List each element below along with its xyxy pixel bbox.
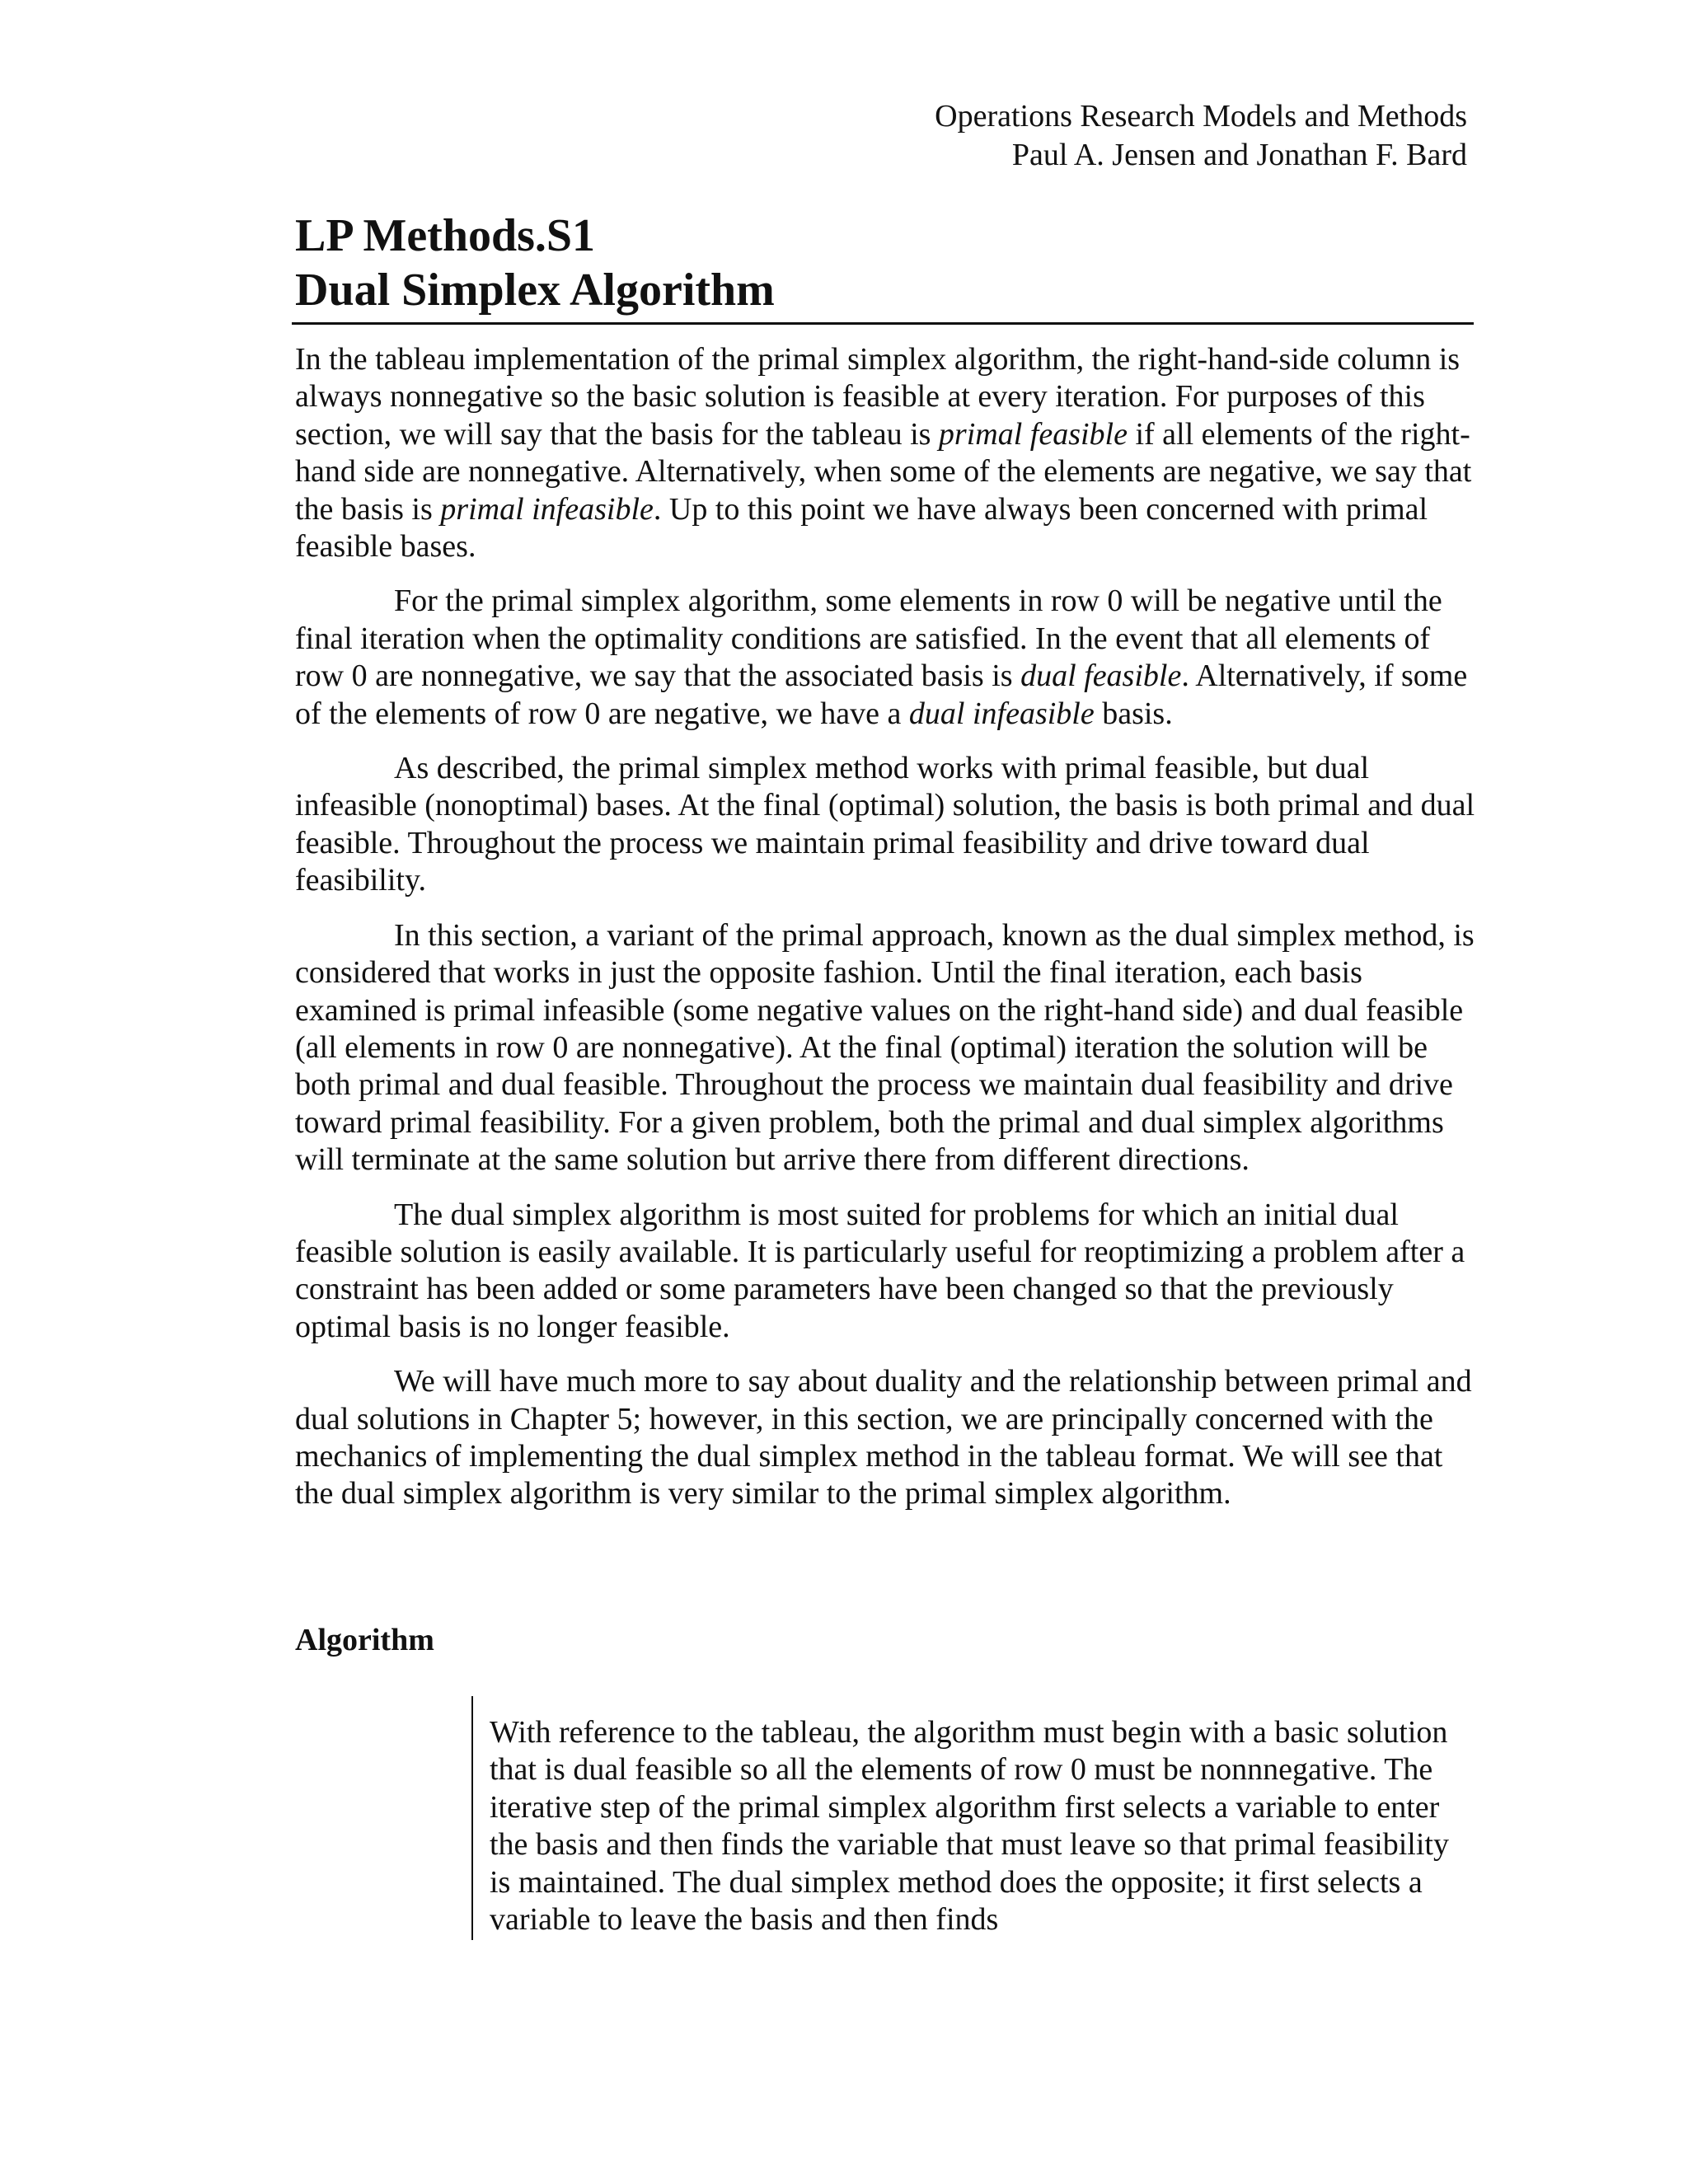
paragraph-2 xyxy=(295,583,1475,733)
paragraph-1 xyxy=(295,341,1475,565)
term-dual-feasible: dual feasible xyxy=(1020,658,1182,694)
paragraph-1-text-a: In the tableau implementation of the primal simplex algorithm, the right-hand-side column is always nonnegative so the basic solution is feasible at every iteration. For purposes of this section, we will say that the basis for the tableau is xyxy=(295,342,1461,452)
page-header xyxy=(935,97,1467,175)
term-primal-feasible: primal feasible xyxy=(938,416,1128,452)
paragraph-1-text-b: if all elements of the right-hand side are nonnegative. Alternatively, when some of the elements are negative, we say that the basis is xyxy=(295,416,1472,527)
paragraph-1-text-c: . Up to this point we have always been concerned with primal feasible bases. xyxy=(295,491,1428,565)
algorithm-margin-rule xyxy=(471,1696,473,1940)
section-title xyxy=(295,209,1474,317)
body-text xyxy=(295,341,1475,1530)
paragraph-2-text-b: . Alternatively, if some of the elements of row 0 are negative, we have a xyxy=(295,658,1468,731)
paragraph-2-text-a: For the primal simplex algorithm, some elements in row 0 will be negative until the final iteration when the optimality conditions are satisfied. In the event that all elements of row 0 are nonnegative, we say that the associated basis is xyxy=(295,583,1442,694)
term-dual-infeasible: dual infeasible xyxy=(908,696,1095,731)
paragraph-6: We will have much more to say about duality and the relationship between primal and dual solutions in Chapter 5; however, in this section, we are principally concerned with the mechanics of implementing the dual simplex method in the tableau format. We will see that the dual simplex algorithm is very similar to the primal simplex algorithm. xyxy=(295,1364,1472,1511)
paragraph-2-text-c: basis. xyxy=(1094,696,1173,731)
paragraph-3: As described, the primal simplex method works with primal feasible, but dual infeasible (nonoptimal) bases. At the final (optimal) solution, the basis is both primal and dual feasible. Throughout the process we maintain primal feasibility and drive toward dual feasibility. xyxy=(295,751,1475,898)
section-title-line-2: Dual Simplex Algorithm xyxy=(295,265,775,316)
algorithm-heading: Algorithm xyxy=(295,1623,434,1657)
algorithm-text: With reference to the tableau, the algorithm must begin with a basic solution that is dual feasible so all the elements of row 0 must be nonnnegative. The iterative step of the primal simplex algorithm first selects a variable to enter the basis and then finds the variable that must leave so that primal feasibility is maintained. The dual simplex method does the opposite; it first selects a variable to leave the basis and then finds xyxy=(490,1715,1449,1938)
term-primal-infeasible: primal infeasible xyxy=(440,491,654,527)
paragraph-5: The dual simplex algorithm is most suited for problems for which an initial dual feasible solution is easily available. It is particularly useful for reoptimizing a problem after a constraint has been added or some parameters have been changed so that the previously optimal basis is no longer feasible. xyxy=(295,1197,1465,1344)
section-title-line-1: LP Methods.S1 xyxy=(295,210,596,261)
paragraph-4: In this section, a variant of the primal approach, known as the dual simplex method, is considered that works in just the opposite fashion. Until the final iteration, each basis examined is primal infeasible (some negative values on the right-hand side) and dual feasible (all elements in row 0 are nonnegative). At the final (optimal) iteration the solution will be both primal and dual feasible. Throughout the process we maintain dual feasibility and drive toward primal feasibility. For a given problem, both the primal and dual simplex algorithms will terminate at the same solution but arrive there from different directions. xyxy=(295,917,1475,1178)
title-underline xyxy=(292,322,1474,325)
book-authors: Paul A. Jensen and Jonathan F. Bard xyxy=(1011,138,1467,172)
book-title: Operations Research Models and Methods xyxy=(935,99,1467,134)
